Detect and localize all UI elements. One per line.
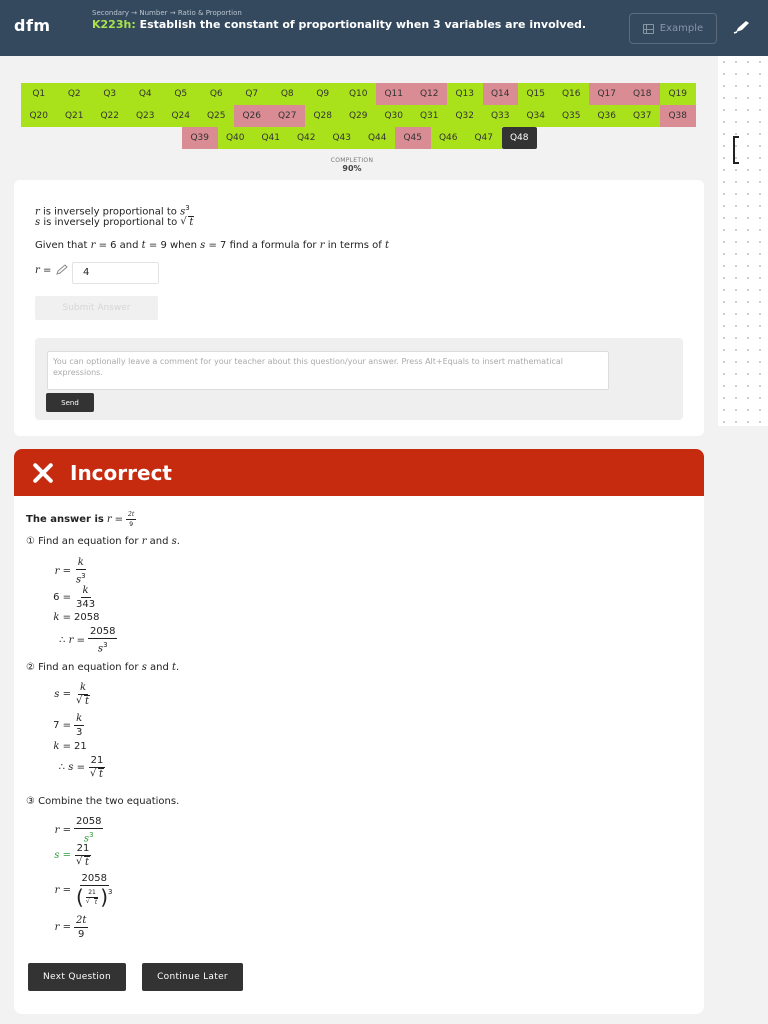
skill-title: Establish the constant of proportionality when 3 variables are involved. [139,18,587,31]
drawing-mark [733,136,739,164]
step-3-heading: ③ Combine the two equations. [26,796,180,807]
tab-q32[interactable]: Q32 [447,105,483,127]
pencil-icon [55,264,69,276]
tab-q8[interactable]: Q8 [270,83,306,105]
tab-q21[interactable]: Q21 [57,105,93,127]
statement-1: r is inversely proportional to $s^3$ [35,204,190,218]
question-tabs-row-1 [21,83,696,105]
tab-q19[interactable]: Q19 [660,83,696,105]
equation: r = 2058 ( 21 √ t ) $^3$ [34,873,115,907]
equation: ∴ s = 21 √ t [34,755,106,780]
tab-q35[interactable]: Q35 [554,105,590,127]
equation: 6 = $\frac{k}{343}$ [53,585,96,610]
tab-q2[interactable]: Q2 [57,83,93,105]
drawing-panel[interactable] [718,56,768,426]
next-question-button[interactable]: Next Question [28,963,126,991]
question-prompt: Given that r = 6 and t = 9 when s = 7 find a formula for r in terms of t [35,240,389,251]
completion-indicator [322,157,382,173]
tab-q23[interactable]: Q23 [128,105,164,127]
tab-q28[interactable]: Q28 [305,105,341,127]
equation: r = $\frac{2t}{9}$ [54,915,87,940]
question-card [14,180,704,436]
tab-q16[interactable]: Q16 [554,83,590,105]
tab-q3[interactable]: Q3 [92,83,128,105]
tab-q36[interactable]: Q36 [589,105,625,127]
equation: r = $\frac{2058}{s^3}$ [54,816,102,845]
skill-code: K223h: [92,18,136,31]
tab-q37[interactable]: Q37 [625,105,661,127]
result-label: Incorrect [70,460,172,485]
tab-q5[interactable]: Q5 [163,83,199,105]
example-button[interactable] [629,13,717,44]
tab-q41[interactable]: Q41 [253,127,289,149]
tab-q48[interactable]: Q48 [502,127,538,149]
answer-prefix: r = [35,264,69,276]
step-1-heading: ① Find an equation for r and s. [26,536,180,547]
tab-q45[interactable]: Q45 [395,127,431,149]
equation: s = k √ t [34,682,92,707]
completion-label: COMPLETION [330,157,374,164]
example-label: Example [659,23,704,34]
film-icon [643,24,654,34]
comment-panel [35,338,683,420]
pen-icon[interactable] [733,20,751,34]
tab-q11[interactable]: Q11 [376,83,412,105]
completion-value: 90% [342,164,362,173]
submit-answer-button[interactable]: Submit Answer [35,296,158,320]
equation: s = 21 √ t [34,843,92,868]
question-tabs-row-3 [182,127,537,149]
tab-q20[interactable]: Q20 [21,105,57,127]
result-banner [14,449,704,496]
tab-q44[interactable]: Q44 [360,127,396,149]
cross-icon [32,462,54,484]
tab-q6[interactable]: Q6 [199,83,235,105]
equation: k = 21 [53,741,87,752]
tab-q10[interactable]: Q10 [341,83,377,105]
tab-q9[interactable]: Q9 [305,83,341,105]
tab-q1[interactable]: Q1 [21,83,57,105]
tab-q14[interactable]: Q14 [483,83,519,105]
continue-later-button[interactable]: Continue Later [142,963,243,991]
tab-q46[interactable]: Q46 [431,127,467,149]
tab-q30[interactable]: Q30 [376,105,412,127]
tab-q42[interactable]: Q42 [289,127,325,149]
tab-q40[interactable]: Q40 [218,127,254,149]
question-tabs-row-2 [21,105,696,127]
tab-q39[interactable]: Q39 [182,127,218,149]
tab-q22[interactable]: Q22 [92,105,128,127]
tab-q38[interactable]: Q38 [660,105,696,127]
tab-q15[interactable]: Q15 [518,83,554,105]
tab-q29[interactable]: Q29 [341,105,377,127]
tab-q13[interactable]: Q13 [447,83,483,105]
tab-q12[interactable]: Q12 [412,83,448,105]
statement-2: s is inversely proportional to √ t [35,217,194,228]
answer-label: The answer is [26,514,104,525]
tab-q17[interactable]: Q17 [589,83,625,105]
step-2-heading: ② Find an equation for s and t. [26,662,180,673]
logo[interactable]: dfm [14,16,51,35]
tab-q31[interactable]: Q31 [412,105,448,127]
tab-q4[interactable]: Q4 [128,83,164,105]
answer-input[interactable]: 4 [72,262,159,284]
tab-q27[interactable]: Q27 [270,105,306,127]
equation: k = 2058 [53,612,100,623]
tab-q34[interactable]: Q34 [518,105,554,127]
top-bar [0,0,768,56]
equation: r = $\frac{k}{s^3}$ [54,557,86,586]
tab-q33[interactable]: Q33 [483,105,519,127]
tab-q26[interactable]: Q26 [234,105,270,127]
tab-q43[interactable]: Q43 [324,127,360,149]
breadcrumb: Secondary → Number → Ratio & Proportion [92,9,242,17]
equation: 7 = $\frac{k}{3}$ [53,713,83,738]
tab-q47[interactable]: Q47 [466,127,502,149]
tab-q25[interactable]: Q25 [199,105,235,127]
tab-q24[interactable]: Q24 [163,105,199,127]
send-button[interactable]: Send [46,393,94,412]
equation: ∴ r = $\frac{2058}{s^3}$ [59,626,116,655]
tab-q18[interactable]: Q18 [625,83,661,105]
correct-answer: The answer is r = $\frac{2t}{9}$ [26,511,135,528]
comment-input[interactable]: You can optionally leave a comment for your teacher about this question/your answer. Press Alt+Equals to insert mathematical expressions. [47,351,609,390]
page-title [92,18,586,31]
solution-card [14,449,704,1014]
tab-q7[interactable]: Q7 [234,83,270,105]
